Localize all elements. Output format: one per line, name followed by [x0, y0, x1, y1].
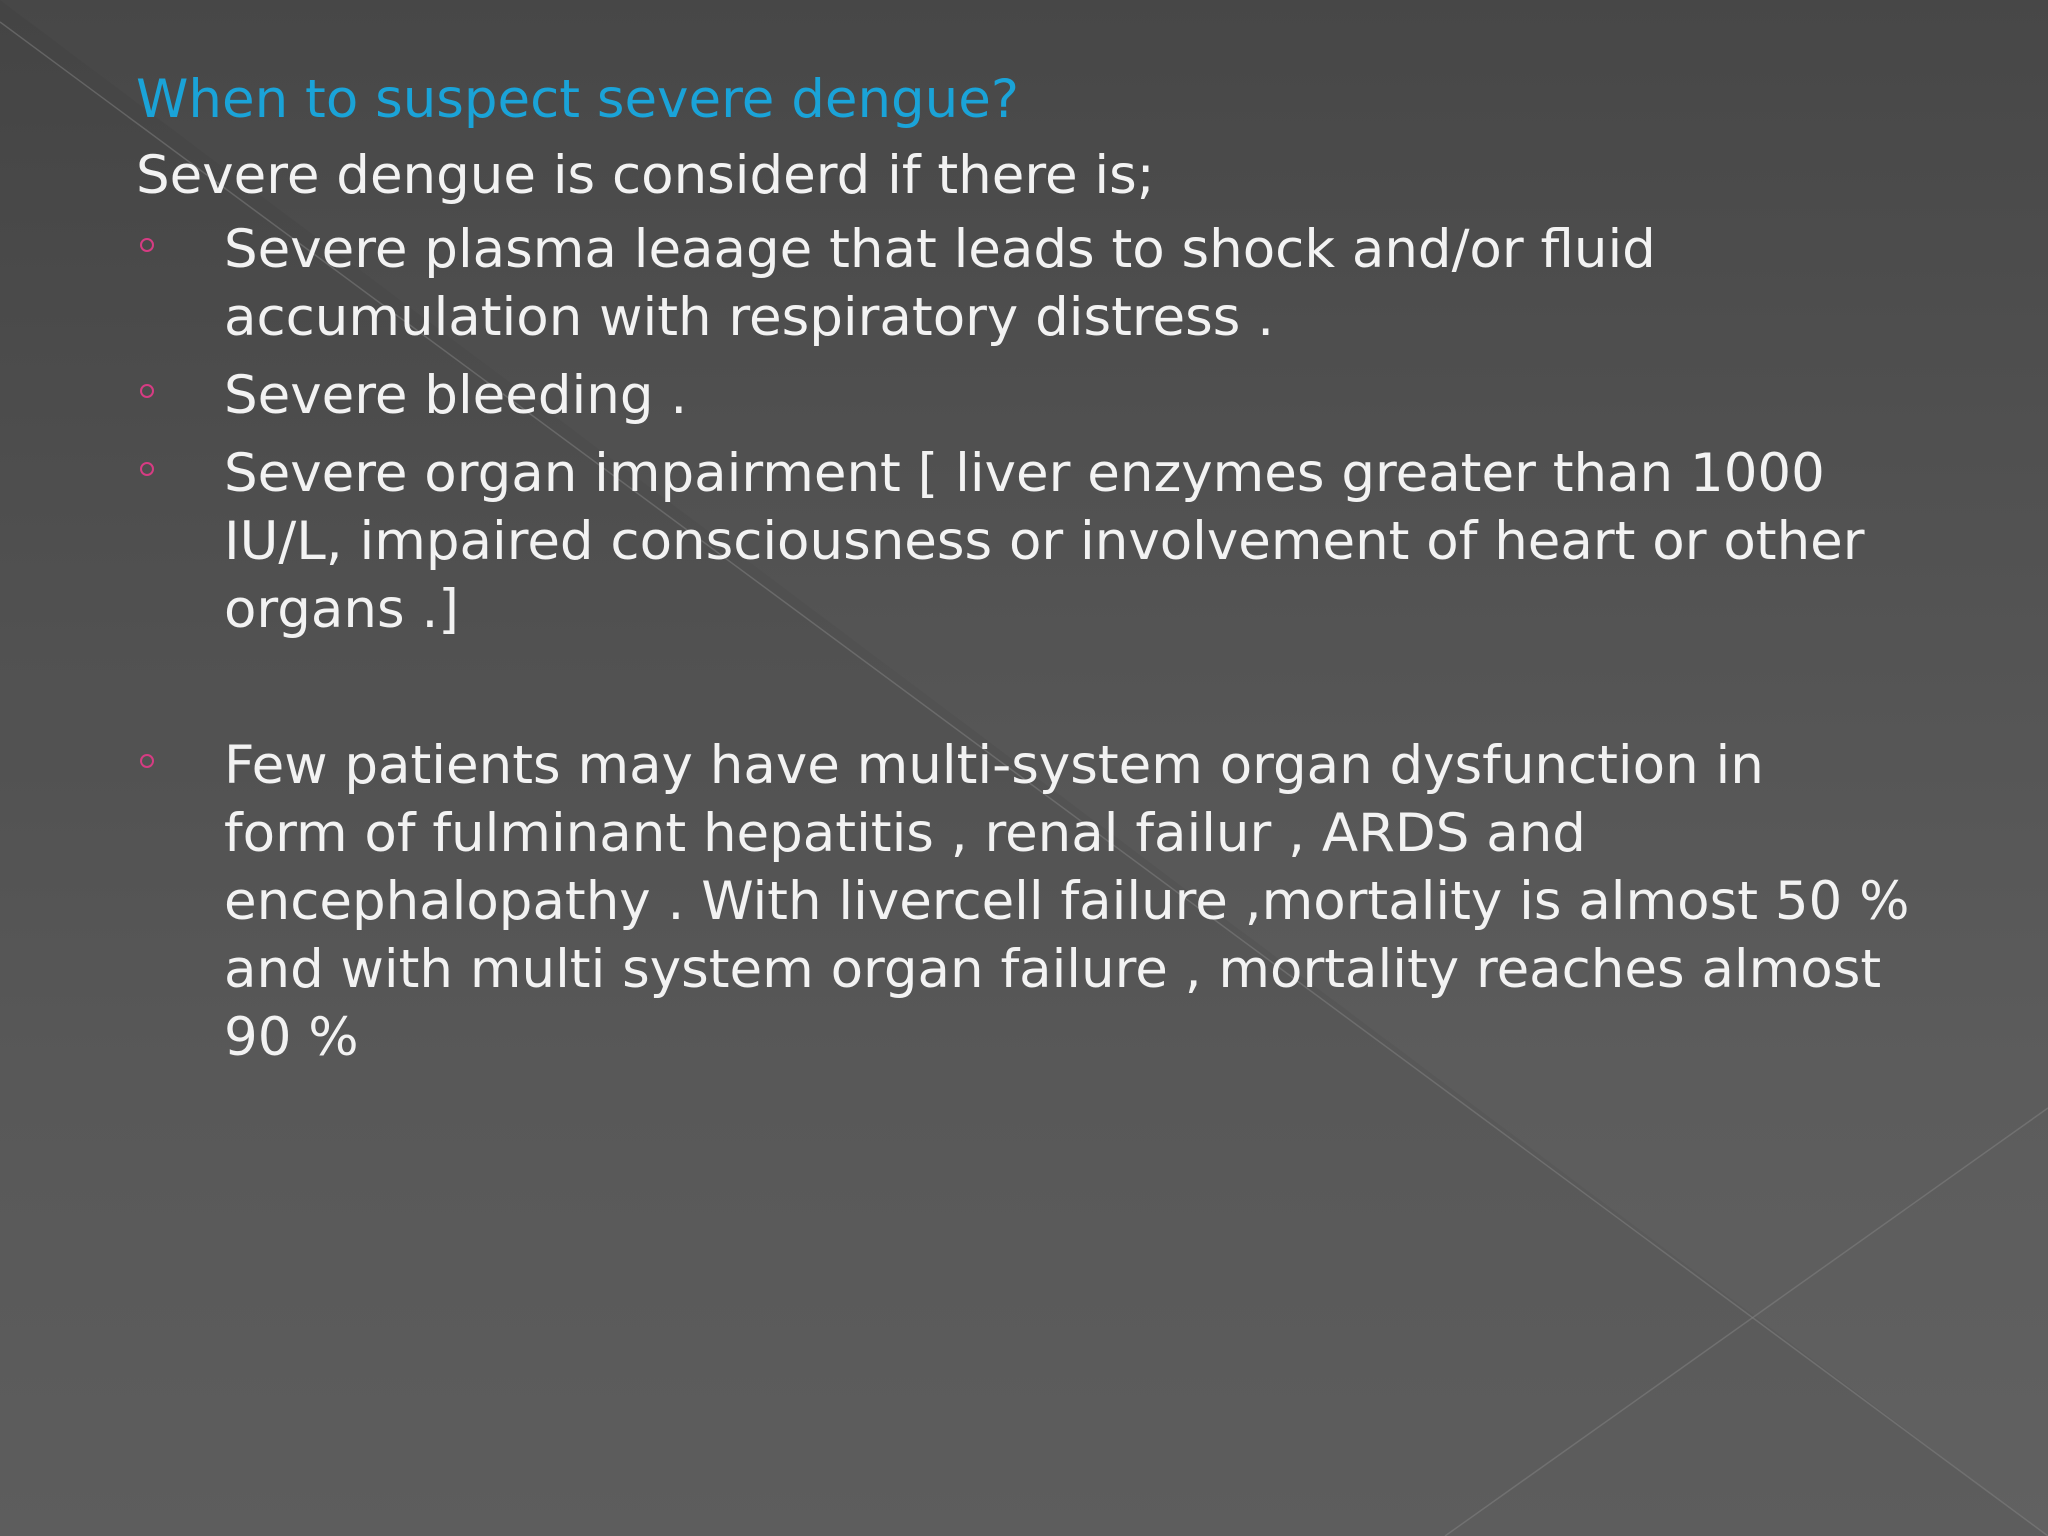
bullet-item — [136, 440, 1936, 644]
bullet-line: Severe bleeding . — [224, 365, 688, 426]
bullet-line: accumulation with respiratory distress . — [224, 287, 1275, 348]
circle-bullet-icon — [140, 238, 154, 252]
bullet-item — [136, 362, 1936, 430]
bullet-item — [136, 732, 1936, 1072]
slide-heading: When to suspect severe dengue? — [136, 69, 1020, 130]
bullet-line: Severe plasma leaage that leads to shock and/or fluid — [224, 219, 1656, 280]
bullet-line: Severe organ impairment [ liver enzymes greater than 1000 — [224, 443, 1825, 504]
bullet-list — [136, 216, 1936, 1072]
circle-bullet-icon — [140, 462, 154, 476]
intro-text: Severe dengue is considerd if there is; — [136, 145, 1155, 206]
circle-bullet-icon — [140, 384, 154, 398]
slide-content — [136, 62, 1936, 1082]
bullet-line: organs .] — [224, 579, 459, 640]
bullet-item — [136, 216, 1936, 352]
bullet-line: IU/L, impaired consciousness or involvement of heart or other — [224, 511, 1865, 572]
bullet-line: 90 % — [224, 1007, 359, 1068]
bullet-line: Few patients may have multi-system organ dysfunction in — [224, 735, 1764, 796]
bullet-line: form of fulminant hepatitis , renal failur , ARDS and — [224, 803, 1586, 864]
bullet-line: encephalopathy . With livercell failure ,mortality is almost 50 % — [224, 871, 1910, 932]
bullet-line: and with multi system organ failure , mortality reaches almost — [224, 939, 1882, 1000]
circle-bullet-icon — [140, 754, 154, 768]
